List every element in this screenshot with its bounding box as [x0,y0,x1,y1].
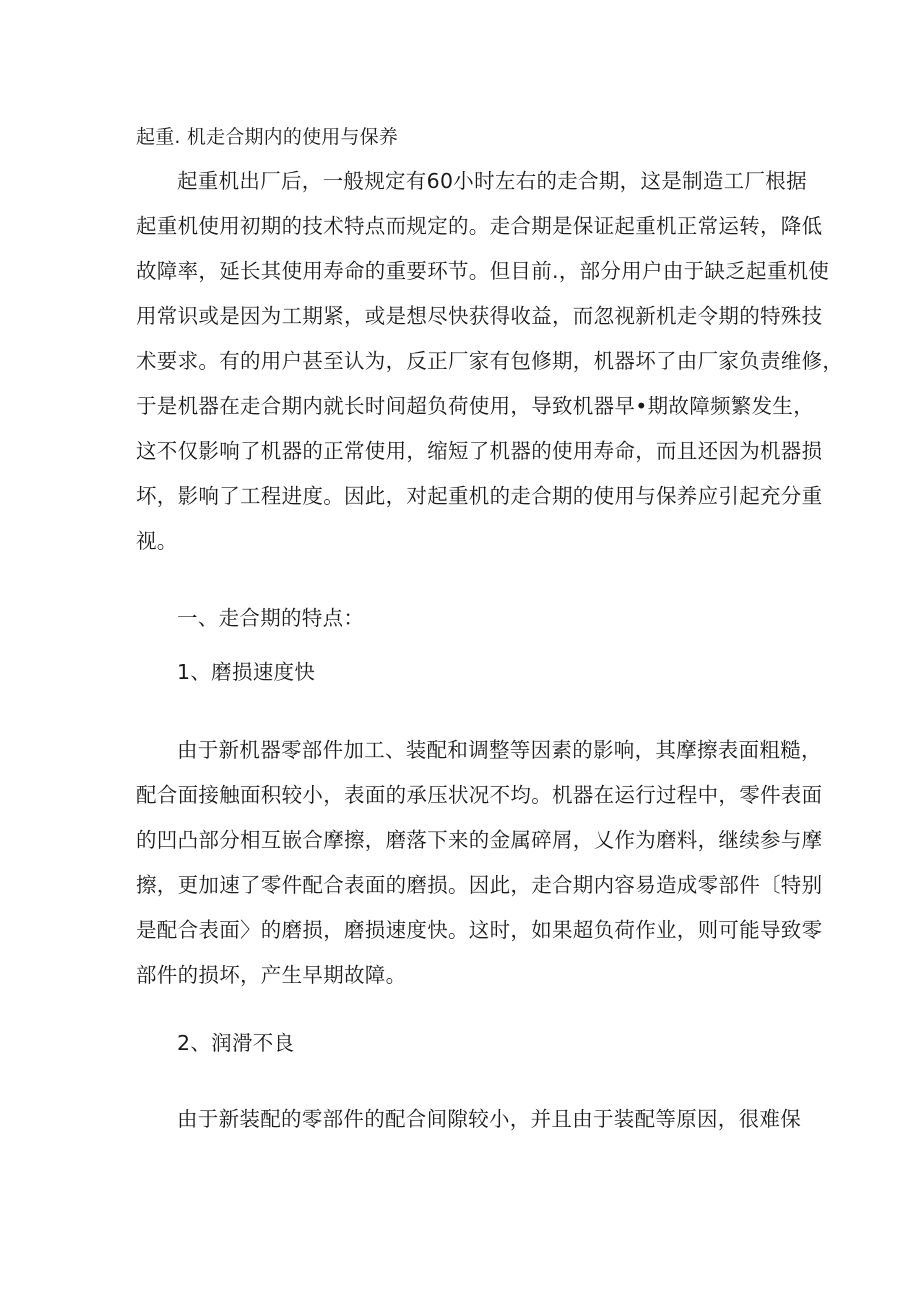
intro-line-3: 故障率，延长其使用寿命的重要环节。但目前.，部分用户由于缺乏起重机使 [136,259,830,283]
item1-line-3: 的凹凸部分相互嵌合摩擦，磨落下来的金属碎屑，乂作为磨料，继续参与摩 [136,828,823,852]
intro-line-2: 起重机使用初期的技术特点而规定的。走合期是保证起重机正常运转，降低 [136,214,823,238]
intro-line-4: 用常识或是因为工期紧，或是想尽快获得收益，而忽视新机走令期的特殊技 [136,304,823,328]
intro-line-8: 坏，影响了工程进度。因此，对起重机的走合期的使用与保养应引起充分重 [136,484,823,508]
intro-line-5: 术要求。有的用户甚至认为，反正厂家有包修期，机器坏了由厂家负责维修， [136,349,844,373]
item1-line-4: 擦，更加速了零件配合表面的磨损。因此，走合期内容易造成零部件〔特别 [136,873,823,897]
item1-line-6: 部件的损坏，产生早期故障。 [136,963,407,987]
item1-line-2: 配合面接触面积较小，表面的承压状况不均。机器在运行过程中，零件表面 [136,783,823,807]
document-title: 起重. 机走合期内的使用与保养 [136,126,399,148]
section-heading: 一、走合期的特点： [177,606,365,630]
item1-line-1: 由于新机器零部件加工、装配和调整等因素的影响，其摩擦表面粗糙， [177,738,822,762]
intro-line-9: 视。 [136,529,178,553]
intro-line-7: 这不仅影响了机器的正常使用，缩短了机器的使用寿命，而且还因为机器损 [136,439,823,463]
item1-line-5: 是配合表面〉的磨损，磨损速度快。这时，如果超负荷作业，则可能导致零 [136,918,823,942]
item2-line-1: 由于新装配的零部件的配合间隙较小，并且由于装配等原因，很难保 [177,1107,801,1131]
intro-line-6: 于是机器在走合期内就长时间超负荷使用，导致机器早•期故障频繁发生， [136,394,814,418]
item1-heading: 1、磨损速度快 [177,660,316,684]
intro-line-1: 起重机出厂后，一般规定有60小时左右的走合期，这是制造工厂根据 [177,169,807,193]
item2-heading: 2、润滑不良 [177,1031,295,1055]
